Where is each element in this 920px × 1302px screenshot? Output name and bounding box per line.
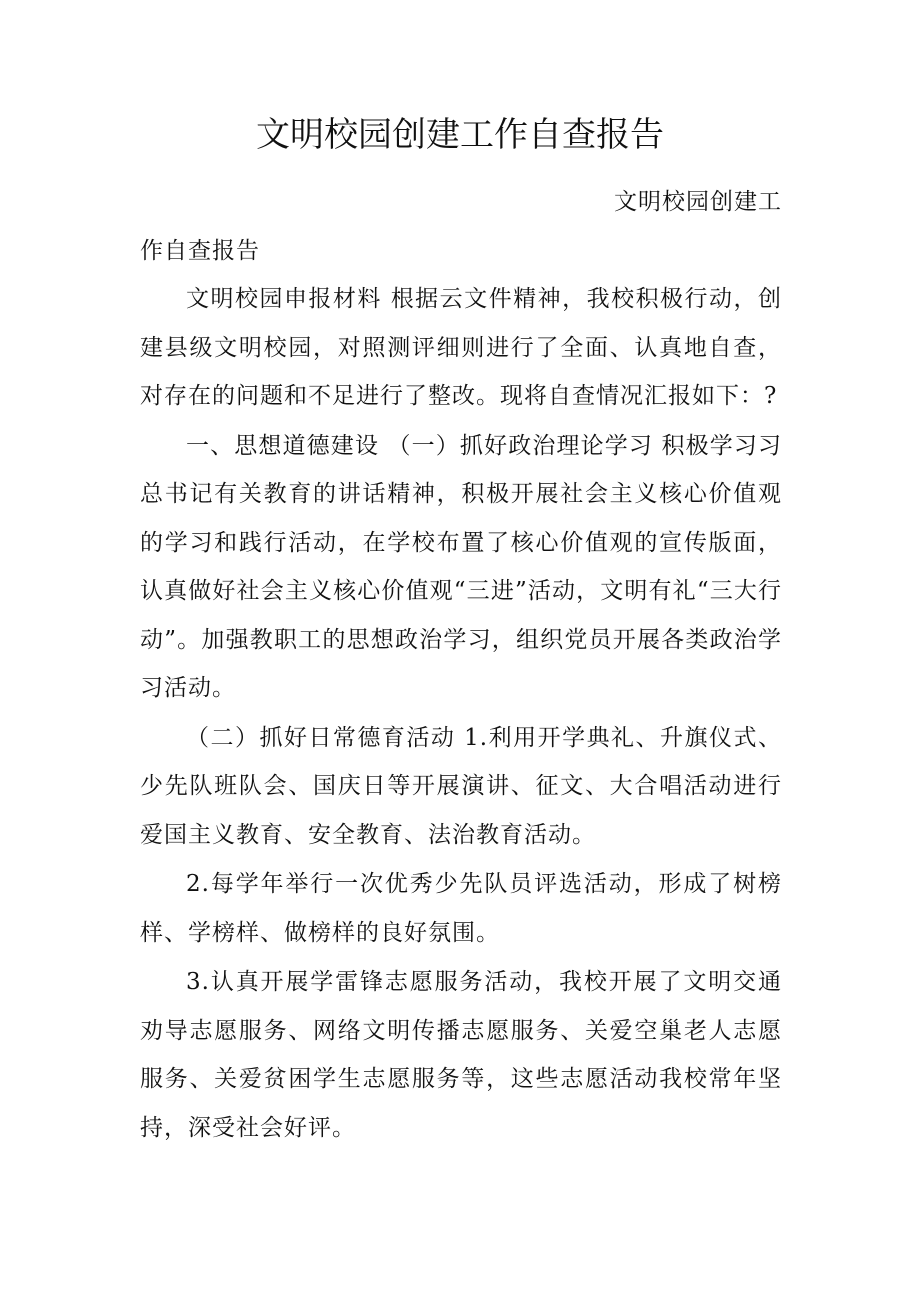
paragraph-item-2: 2.每学年举行一次优秀少先队员评选活动，形成了树榜样、学榜样、做榜样的良好氛围。 bbox=[140, 871, 782, 946]
document-title: 文明校园创建工作自查报告 bbox=[256, 115, 664, 155]
paragraph-intro: 文明校园申报材料 根据云文件精神，我校积极行动，创建县级文明校园，对照测评细则进行了全面、认真地自查，对存在的问题和不足进行了整改。现将自查情况汇报如下：? bbox=[140, 286, 782, 409]
paragraph-daily-moral-education: （二）抓好日常德育活动 1.利用开学典礼、升旗仪式、少先队班队会、国庆日等开展演讲、征文、大合唱活动进行爱国主义教育、安全教育、法治教育活动。 bbox=[140, 724, 782, 848]
paragraph-moral-construction: 一、思想道德建设 （一）抓好政治理论学习 积极学习习总书记有关教育的讲话精神，积极开展社会主义核心价值观的学习和践行活动，在学校布置了核心价值观的宣传版面，认真做好社会主义核心价值观“三进”活动，文明有礼“三大行动”。加强教职工的思想政治学习，组织党员开展各类政治学习活动。 bbox=[140, 432, 782, 701]
paragraph-item-3: 3.认真开展学雷锋志愿服务活动，我校开展了文明交通劝导志愿服务、网络文明传播志愿服务、关爱空巢老人志愿服务、关爱贫困学生志愿服务等，这些志愿活动我校常年坚持，深受社会好评。 bbox=[140, 969, 782, 1141]
document-body bbox=[140, 178, 782, 1152]
subtitle-line-1: 文明校园创建工 bbox=[614, 189, 782, 215]
subtitle-line-2: 作自查报告 bbox=[140, 237, 260, 264]
